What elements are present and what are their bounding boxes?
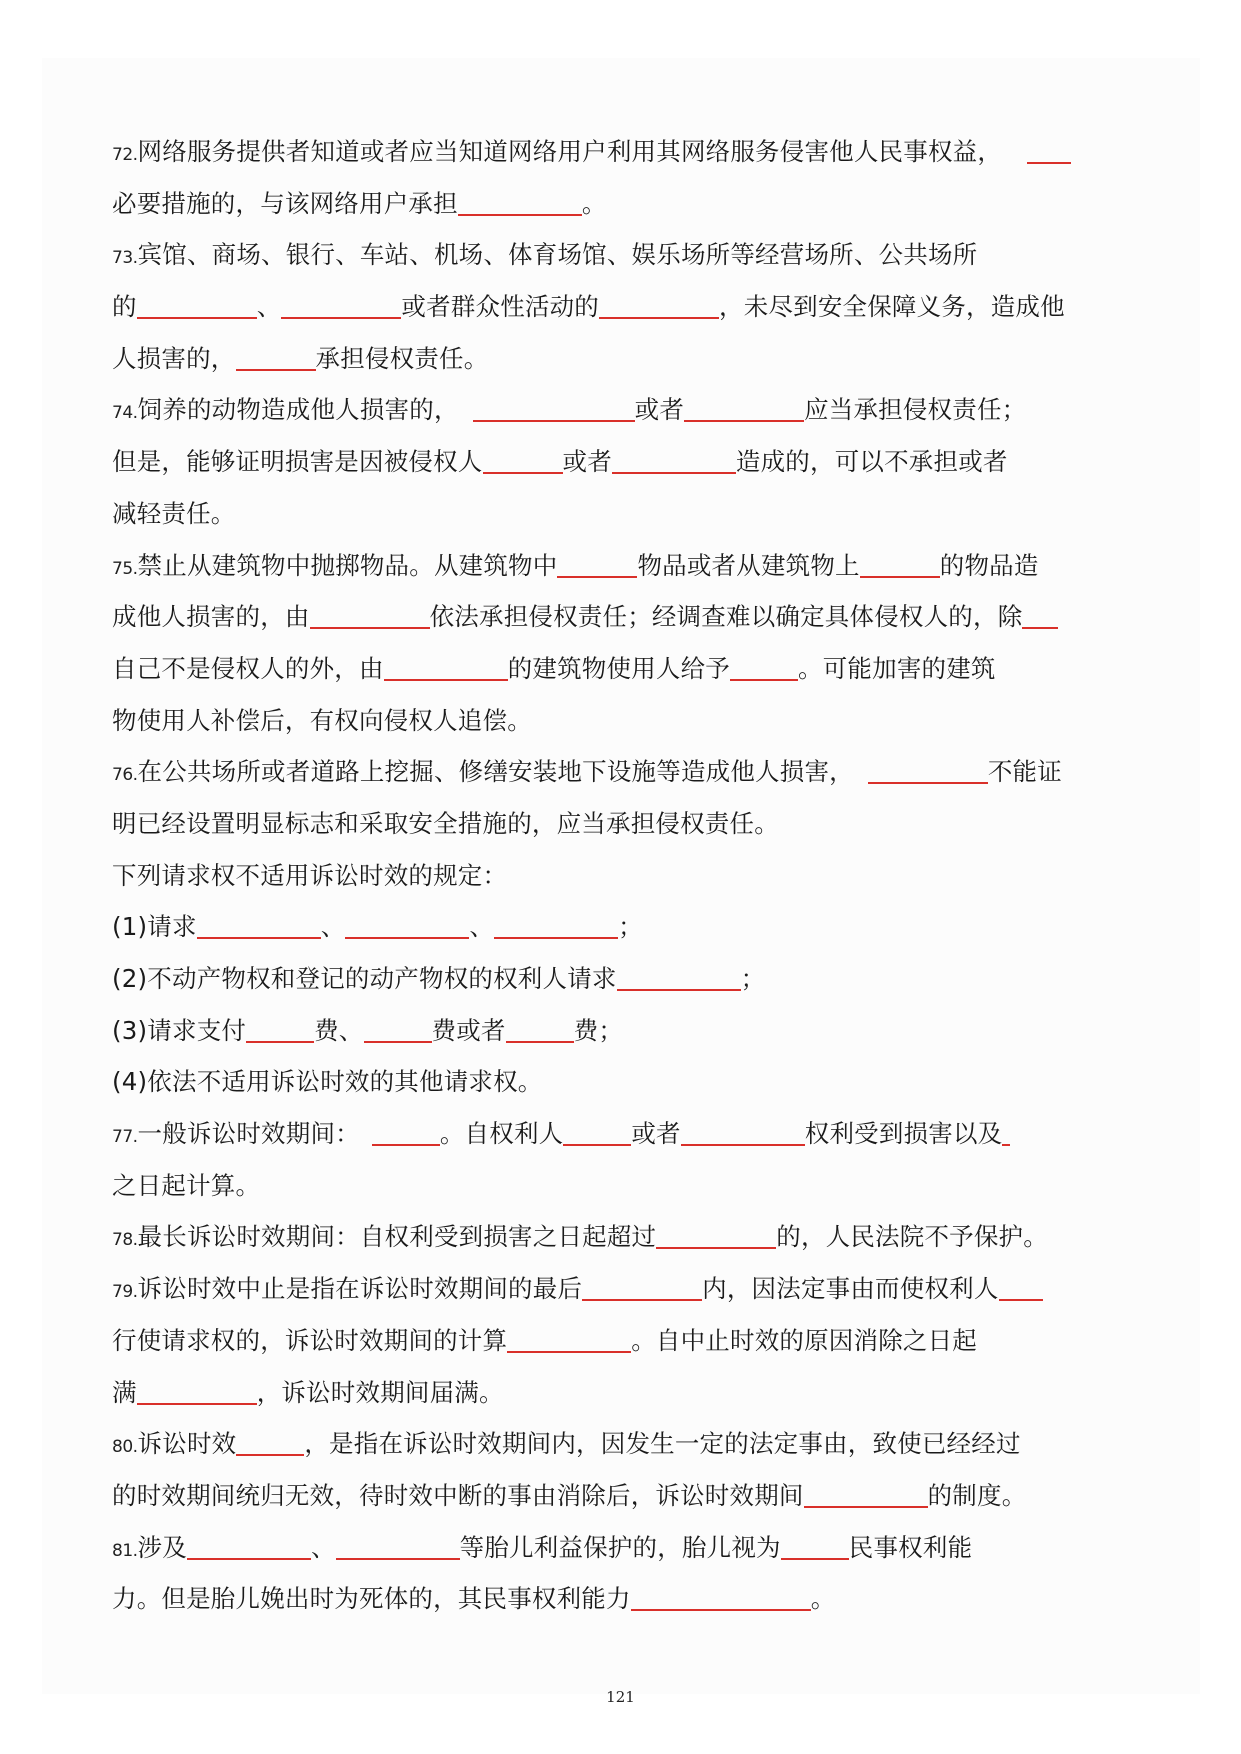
answer-blank[interactable] bbox=[681, 1122, 805, 1146]
q80-line-2 bbox=[112, 1470, 1142, 1522]
q81-line-1 bbox=[112, 1522, 1142, 1574]
answer-blank[interactable] bbox=[506, 1019, 574, 1043]
answer-blank[interactable] bbox=[458, 192, 582, 216]
answer-blank[interactable] bbox=[384, 657, 508, 681]
q77-line-2 bbox=[112, 1160, 1142, 1212]
text: 下列请求权不适用诉讼时效的规定： bbox=[112, 860, 508, 890]
answer-blank[interactable] bbox=[197, 915, 321, 939]
answer-blank[interactable] bbox=[999, 1277, 1043, 1301]
text: ； bbox=[740, 964, 766, 993]
document-body bbox=[112, 126, 1142, 1625]
answer-blank[interactable] bbox=[563, 1122, 631, 1146]
text: 、 bbox=[310, 1532, 336, 1562]
question-number: 77. bbox=[112, 1127, 138, 1148]
text: 满 bbox=[112, 1377, 137, 1407]
text: 宾馆、商场、银行、车站、机场、体育场馆、娱乐场所等经营场所、公共场所 bbox=[137, 240, 978, 270]
text: 应当承担侵权责任； bbox=[804, 395, 1027, 425]
text: 诉讼时效 bbox=[137, 1429, 237, 1459]
q73-line-1 bbox=[112, 229, 1142, 281]
answer-blank[interactable] bbox=[236, 1432, 304, 1456]
q77-line-1 bbox=[112, 1108, 1142, 1160]
text: 等胎儿利益保护的，胎儿视为 bbox=[459, 1532, 781, 1562]
answer-blank[interactable] bbox=[364, 1019, 432, 1043]
answer-blank[interactable] bbox=[1002, 1122, 1010, 1146]
text: 在公共场所或者道路上挖掘、修缮安装地下设施等造成他人损害， bbox=[137, 757, 854, 787]
answer-blank[interactable] bbox=[494, 915, 618, 939]
question-number: 80. bbox=[112, 1437, 138, 1458]
q76-sub-3 bbox=[112, 1005, 1142, 1057]
q76-sub-2 bbox=[112, 953, 1142, 1005]
q75-line-2 bbox=[112, 591, 1142, 643]
q79-line-1 bbox=[112, 1263, 1142, 1315]
text: 或者群众性活动的 bbox=[401, 292, 600, 322]
text: 内，因法定事由而使权利人 bbox=[702, 1274, 999, 1304]
text: 权利受到损害以及 bbox=[804, 1119, 1003, 1149]
q73-line-2 bbox=[112, 281, 1142, 333]
text: 的建筑物使用人给予 bbox=[507, 653, 731, 683]
text: 。 bbox=[810, 1584, 836, 1614]
q79-line-3 bbox=[112, 1367, 1142, 1419]
text: 、 bbox=[320, 912, 346, 942]
answer-blank[interactable] bbox=[336, 1536, 460, 1560]
answer-blank[interactable] bbox=[656, 1225, 776, 1249]
text: ； bbox=[618, 912, 643, 942]
answer-blank[interactable] bbox=[281, 295, 401, 319]
page-number: 121 bbox=[606, 1688, 635, 1706]
text: (1)请求 bbox=[112, 912, 197, 942]
text: 费、 bbox=[314, 1015, 364, 1045]
text: 的 bbox=[112, 292, 137, 322]
text: 的时效期间统归无效，待时效中断的事由消除后，诉讼时效期间 bbox=[112, 1480, 804, 1510]
q76-line-3 bbox=[112, 850, 1142, 902]
text: 的制度。 bbox=[927, 1480, 1027, 1510]
text: 。可能加害的建筑 bbox=[798, 653, 996, 683]
q79-line-2 bbox=[112, 1315, 1142, 1367]
text: 或者 bbox=[631, 1119, 681, 1149]
q74-line-2 bbox=[112, 436, 1142, 488]
text: 的物品造 bbox=[939, 550, 1039, 580]
text: 之日起计算。 bbox=[112, 1170, 261, 1200]
q75-line-3 bbox=[112, 643, 1142, 695]
answer-blank[interactable] bbox=[781, 1536, 849, 1560]
text: 禁止从建筑物中抛掷物品。从建筑物中 bbox=[137, 550, 558, 580]
answer-blank[interactable] bbox=[310, 605, 430, 629]
text: 成他人损害的，由 bbox=[112, 602, 310, 632]
q76-line-2 bbox=[112, 798, 1142, 850]
text: 。自权利人 bbox=[439, 1119, 564, 1149]
answer-blank[interactable] bbox=[187, 1536, 311, 1560]
text: 承担侵权责任。 bbox=[315, 343, 489, 373]
q73-line-3 bbox=[112, 333, 1142, 385]
text: 或者 bbox=[634, 395, 685, 425]
text: 。自中止时效的原因消除之日起 bbox=[631, 1325, 978, 1355]
text: (4)依法不适用诉讼时效的其他请求权。 bbox=[112, 1067, 543, 1097]
answer-blank[interactable] bbox=[137, 1381, 257, 1405]
answer-blank[interactable] bbox=[507, 1329, 631, 1353]
answer-blank[interactable] bbox=[372, 1122, 440, 1146]
text: 网络服务提供者知道或者应当知道网络用户利用其网络服务侵害他人民事权益， bbox=[137, 137, 1003, 166]
text: 或者 bbox=[562, 447, 612, 477]
question-number: 72. bbox=[112, 145, 138, 165]
answer-blank[interactable] bbox=[345, 915, 469, 939]
text: 、 bbox=[469, 912, 495, 942]
text: 自己不是侵权人的外，由 bbox=[112, 653, 384, 683]
text: 费或者 bbox=[431, 1015, 506, 1045]
answer-blank[interactable] bbox=[617, 967, 741, 991]
text: 力。但是胎儿娩出时为死体的，其民事权利能力 bbox=[112, 1584, 631, 1614]
q81-line-2 bbox=[112, 1573, 1142, 1625]
text: 人损害的， bbox=[112, 343, 236, 373]
answer-blank[interactable] bbox=[599, 295, 719, 319]
q72-line-1 bbox=[112, 126, 1142, 178]
q74-line-3 bbox=[112, 488, 1142, 540]
answer-blank[interactable] bbox=[860, 554, 940, 578]
answer-blank[interactable] bbox=[582, 1277, 702, 1301]
text: 行使请求权的，诉讼时效期间的计算 bbox=[112, 1325, 508, 1355]
text: 明已经设置明显标志和采取安全措施的，应当承担侵权责任。 bbox=[112, 808, 779, 838]
text: 、 bbox=[256, 292, 282, 322]
text: 物使用人补偿后，有权向侵权人追偿。 bbox=[112, 705, 532, 735]
text: 。 bbox=[581, 188, 607, 218]
answer-blank[interactable] bbox=[868, 760, 988, 784]
q75-line-1 bbox=[112, 540, 1142, 592]
q75-line-4 bbox=[112, 695, 1142, 747]
text: (2)不动产物权和登记的动产物权的权利人请求 bbox=[112, 964, 617, 993]
text: 诉讼时效中止是指在诉讼时效期间的最后 bbox=[137, 1274, 583, 1304]
answer-blank[interactable] bbox=[612, 450, 736, 474]
q80-line-1 bbox=[112, 1418, 1142, 1470]
text: 民事权利能 bbox=[848, 1532, 973, 1562]
text: 造成的，可以不承担或者 bbox=[735, 447, 1008, 477]
q76-sub-1 bbox=[112, 901, 1142, 953]
answer-blank[interactable] bbox=[557, 554, 637, 578]
answer-blank[interactable] bbox=[483, 450, 563, 474]
answer-blank[interactable] bbox=[804, 1484, 928, 1508]
text: 最长诉讼时效期间：自权利受到损害之日起超过 bbox=[137, 1222, 657, 1252]
question-number: 78. bbox=[112, 1230, 138, 1251]
question-number: 76. bbox=[112, 765, 138, 786]
answer-blank[interactable] bbox=[137, 295, 257, 319]
text: 减轻责任。 bbox=[112, 498, 236, 528]
text: 但是，能够证明损害是因被侵权人 bbox=[112, 447, 483, 477]
question-number: 74. bbox=[112, 403, 138, 424]
q78-line-1 bbox=[112, 1211, 1142, 1263]
q76-line-1 bbox=[112, 746, 1142, 798]
question-number: 81. bbox=[112, 1540, 138, 1561]
answer-blank[interactable] bbox=[473, 398, 635, 422]
q74-line-1 bbox=[112, 384, 1142, 436]
text: ，未尽到安全保障义务，造成他 bbox=[719, 292, 1065, 322]
answer-blank[interactable] bbox=[631, 1587, 811, 1611]
text: ，诉讼时效期间届满。 bbox=[256, 1377, 504, 1407]
question-number: 79. bbox=[112, 1282, 138, 1303]
text: 饲养的动物造成他人损害的， bbox=[137, 395, 459, 425]
answer-blank[interactable] bbox=[236, 347, 316, 371]
answer-blank[interactable] bbox=[730, 657, 798, 681]
answer-blank[interactable] bbox=[1027, 140, 1071, 164]
text: 涉及 bbox=[137, 1532, 187, 1562]
text: 依法承担侵权责任；经调查难以确定具体侵权人的，除 bbox=[429, 602, 1023, 632]
text: 不能证 bbox=[987, 757, 1062, 787]
text: ，是指在诉讼时效期间内，因发生一定的法定事由，致使已经经过 bbox=[304, 1429, 1021, 1459]
q72-line-2 bbox=[112, 178, 1142, 230]
text: 的，人民法院不予保护。 bbox=[776, 1222, 1048, 1252]
text: 必要措施的，与该网络用户承担 bbox=[112, 188, 458, 218]
question-number: 73. bbox=[112, 248, 138, 269]
question-number: 75. bbox=[112, 558, 138, 579]
text: 物品或者从建筑物上 bbox=[637, 550, 860, 580]
text: 一般诉讼时效期间： bbox=[137, 1119, 360, 1149]
answer-blank[interactable] bbox=[684, 398, 804, 422]
q76-sub-4 bbox=[112, 1056, 1142, 1108]
text: (3)请求支付 bbox=[112, 1015, 247, 1045]
answer-blank[interactable] bbox=[1022, 605, 1058, 629]
text: 费； bbox=[573, 1015, 624, 1045]
answer-blank[interactable] bbox=[246, 1019, 314, 1043]
